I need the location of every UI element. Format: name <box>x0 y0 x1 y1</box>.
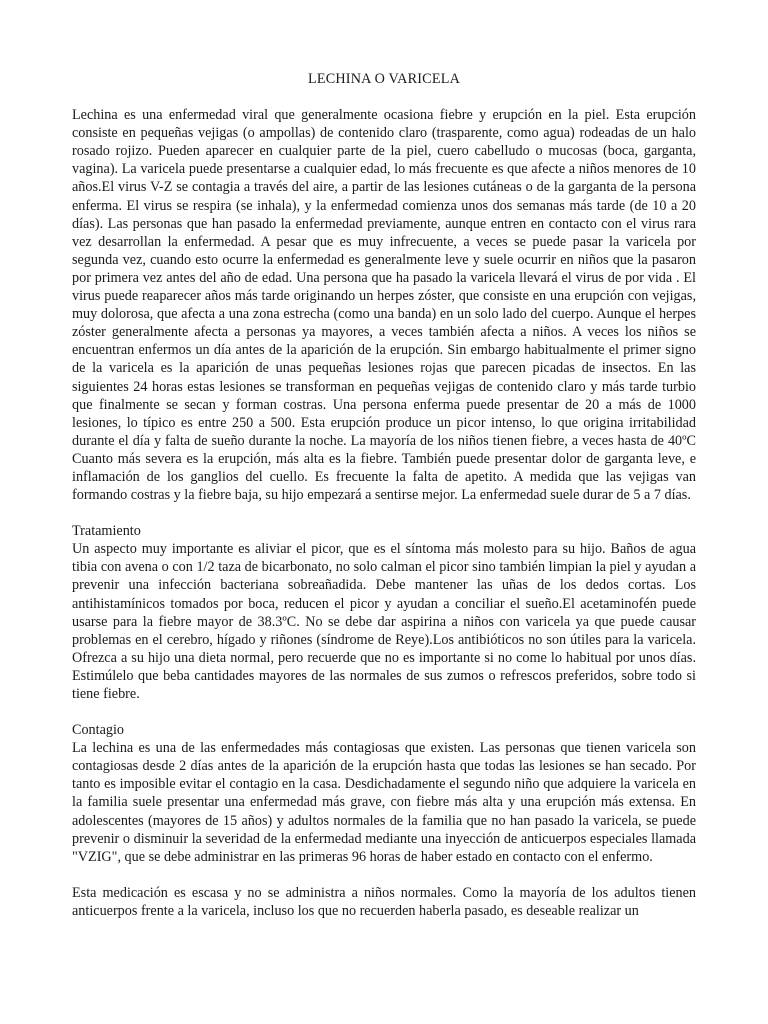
contagio-paragraph: La lechina es una de las enfermedades más contagiosas que existen. Las personas que tienen varicela son contagiosas desde 2 días antes de la aparición de la erupción hasta que todas las lesiones se han secado. Por tanto es imposible evitar el contagio en la casa. Desdichadamente el segundo niño que adquiere la varicela en la familia suele presentar una enfermedad más grave, con fiebre más alta y una erupción más extensa. En adolescentes (mayores de 15 años) y adultos normales de la familia que no han pasado la varicela, se puede prevenir o disminuir la severidad de la enfermedad mediante una inyección de anticuerpos especiales llamada "VZIG", que se debe administrar en las primeras 96 horas de haber estado en contacto con el enfermo. <box>72 740 696 865</box>
final-paragraph: Esta medicación es escasa y no se administra a niños normales. Como la mayoría de los adultos tienen anticuerpos frente a la varicela, incluso los que no recuerden haberla pasado, es deseable realizar un <box>72 884 696 919</box>
contagio-section <box>72 721 696 866</box>
document-title: LECHINA O VARICELA <box>307 71 461 87</box>
tratamiento-heading: Tratamiento <box>72 523 141 540</box>
tratamiento-section <box>72 522 696 703</box>
contagio-heading: Contagio <box>72 722 125 739</box>
tratamiento-paragraph: Un aspecto muy importante es aliviar el picor, que es el síntoma más molesto para su hijo. Baños de agua tibia con avena o con 1/2 taza de bicarbonato, no solo calman el picor sino también limpian la piel y ayudan a prevenir una infección bacteriana sobreañadida. Debe mantener las uñas de los dedos cortas. Los antihistamínicos tomados por boca, reducen el picor y ayudan a conciliar el sueño.El acetaminofén puede usarse para la fiebre mayor de 38.3ºC. No se debe dar aspirina a niños con varicela ya que puede causar problemas en el cerebro, hígado y riñones (síndrome de Reye).Los antibióticos no son útiles para la varicela. Ofrezca a su hijo una dieta normal, pero recuerde que no es importante si no come lo habitual por unos días. Estimúlelo que beba cantidades mayores de las normales de sus zumos o refrescos preferidos, sobre todo si tiene fiebre. <box>72 541 696 702</box>
document-body <box>72 70 696 938</box>
intro-paragraph: Lechina es una enfermedad viral que generalmente ocasiona fiebre y erupción en la piel. Esta erupción consiste en pequeñas vejigas (o ampollas) de contenido claro (trasparente, como agua) rodeadas de un halo rosado rojizo. Pueden aparecer en cualquier parte de la piel, cuero cabelludo o mucosas (boca, garganta, vagina). La varicela puede presentarse a cualquier edad, lo más frecuente es que afecte a niños menores de 10 años.El virus V-Z se contagia a través del aire, a partir de las lesiones cutáneas o de la garganta de la persona enferma. El virus se respira (se inhala), y la enfermedad comienza unos dos semanas más tarde (de 10 a 20 días). Las personas que han pasado la enfermedad previamente, aunque entren en contacto con el virus rara vez desarrollan la enfermedad. A pesar que es muy infrecuente, a veces se puede pasar la varicela por segunda vez, cuando esto ocurre la enfermedad es generalmente leve y suele ocurrir en niños que la pasaron por primera vez antes del año de edad. Una persona que ha pasado la varicela llevará el virus de por vida . El virus puede reaparecer años más tarde originando un herpes zóster, que consiste en una erupción con vejigas, muy dolorosa, que afecta a una zona estrecha (como una banda) en un solo lado del cuerpo. Aunque el herpes zóster generalmente afecta a personas ya mayores, a veces también afecta a niños. A veces los niños se encuentran enfermos un día antes de la aparición de la erupción. Sin embargo habitualmente el primer signo de la varicela es la aparición de unas pequeñas lesiones rojas que parecen picadas de insectos. En las siguientes 24 horas estas lesiones se transforman en pequeñas vejigas de contenido claro y más tarde turbio que finalmente se secan y forman costras. Una persona enferma puede presentar de 20 a más de 1000 lesiones, lo típico es entre 250 a 500. Esta erupción produce un picor intenso, lo que origina irritabilidad durante el día y falta de sueño durante la noche. La mayoría de los niños tienen fiebre, a veces hasta de 40ºC Cuanto más severa es la erupción, más alta es la fiebre. También puede presentar dolor de garganta leve, e inflamación de los ganglios del cuello. Es frecuente la falta de apetito. A medida que las vejigas van formando costras y la fiebre baja, su hijo empezará a sentirse mejor. La enfermedad suele durar de 5 a 7 días. <box>72 107 696 504</box>
